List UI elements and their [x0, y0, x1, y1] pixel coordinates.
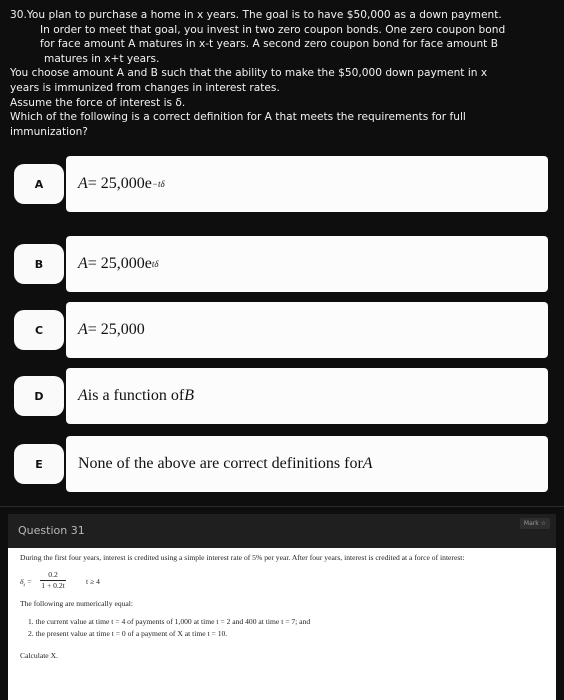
- question-31-header: [8, 514, 556, 548]
- option-a-exponent: −tδ: [151, 179, 165, 189]
- question-line-9: immunization?: [10, 125, 88, 138]
- option-b-exponent: tδ: [151, 259, 159, 269]
- option-a-text[interactable]: [66, 156, 548, 212]
- option-c-lhs: A: [78, 321, 88, 338]
- question-line-1: You plan to purchase a home in x years. The goal is to have $50,000 as a down payment.: [26, 9, 502, 21]
- option-a[interactable]: [0, 156, 564, 214]
- option-d-lhs: A: [78, 387, 88, 404]
- question-30-text: [0, 0, 564, 150]
- following-text: The following are numerically equal:: [20, 599, 134, 608]
- force-of-interest-formula: [20, 570, 550, 592]
- option-letter-c[interactable]: C: [14, 310, 64, 350]
- mark-button[interactable]: Mark ☆: [520, 518, 550, 529]
- option-c-eq: = 25,000: [87, 321, 145, 338]
- question-number: 30.: [10, 9, 27, 21]
- option-letter-a[interactable]: A: [14, 164, 64, 204]
- option-e[interactable]: [0, 436, 564, 494]
- formula-denominator: 1 + 0.2t: [41, 581, 65, 590]
- question-31-panel: [8, 514, 556, 700]
- option-c-text[interactable]: [66, 302, 548, 358]
- option-e-text[interactable]: [66, 436, 548, 492]
- question-line-2: In order to meet that goal, you invest in two zero coupon bonds. One zero coupon bond: [40, 23, 506, 36]
- option-letter-b[interactable]: B: [14, 244, 64, 284]
- formula-condition: t ≥ 4: [86, 577, 100, 586]
- question-line-5: You choose amount A and B such that the ability to make the $50,000 down payment in x: [10, 67, 488, 80]
- option-c[interactable]: [0, 302, 564, 360]
- question-line-4: matures in x+t years.: [44, 52, 160, 65]
- question-31-body: [20, 552, 550, 662]
- question-line-7: Assume the force of interest is δ.: [10, 96, 186, 109]
- list-item-1: 1. the current value at time t = 4 of payments of 1,000 at time t = 2 and 400 at time t = 7; and: [28, 617, 311, 626]
- question-line: [10, 8, 554, 23]
- formula-sub: t: [23, 583, 25, 589]
- question-line-3: for face amount A matures in x-t years. A second zero coupon bond for face amount B: [40, 38, 498, 51]
- list-item-2: 2. the present value at time t = 0 of a payment of X at time t = 10.: [28, 629, 228, 638]
- option-a-lhs: A: [78, 175, 88, 192]
- option-letter-e[interactable]: E: [14, 444, 64, 484]
- option-e-tail: A: [362, 455, 373, 472]
- formula-lhs: $\delta_t$ =: [20, 577, 32, 589]
- calculate-text: Calculate X.: [20, 651, 58, 660]
- option-letter-d[interactable]: D: [14, 376, 64, 416]
- option-b[interactable]: [0, 236, 564, 294]
- option-d-tail: B: [184, 387, 194, 404]
- option-b-text[interactable]: [66, 236, 548, 292]
- question-line-8: Which of the following is a correct definition for A that meets the requirements for full: [10, 111, 466, 124]
- question-line-6: years is immunized from changes in interest rates.: [10, 81, 280, 94]
- option-d-eq: is a function of: [87, 387, 185, 404]
- formula-delta: δ: [20, 577, 24, 586]
- question-31-intro: During the first four years, interest is credited using a simple interest rate of 5% per year. After four years, interest is credited at a force of interest:: [20, 553, 465, 562]
- formula-numerator: 0.2: [40, 570, 66, 581]
- option-b-eq: = 25,000e: [87, 255, 152, 272]
- formula-fraction: [40, 570, 66, 591]
- option-d-text[interactable]: [66, 368, 548, 424]
- section-divider: [0, 506, 564, 507]
- option-d[interactable]: [0, 368, 564, 426]
- question-31-title: Question 31: [18, 524, 85, 537]
- option-a-eq: = 25,000e: [87, 175, 152, 192]
- option-b-lhs: A: [78, 255, 88, 272]
- option-e-eq: None of the above are correct definitions for: [78, 455, 363, 472]
